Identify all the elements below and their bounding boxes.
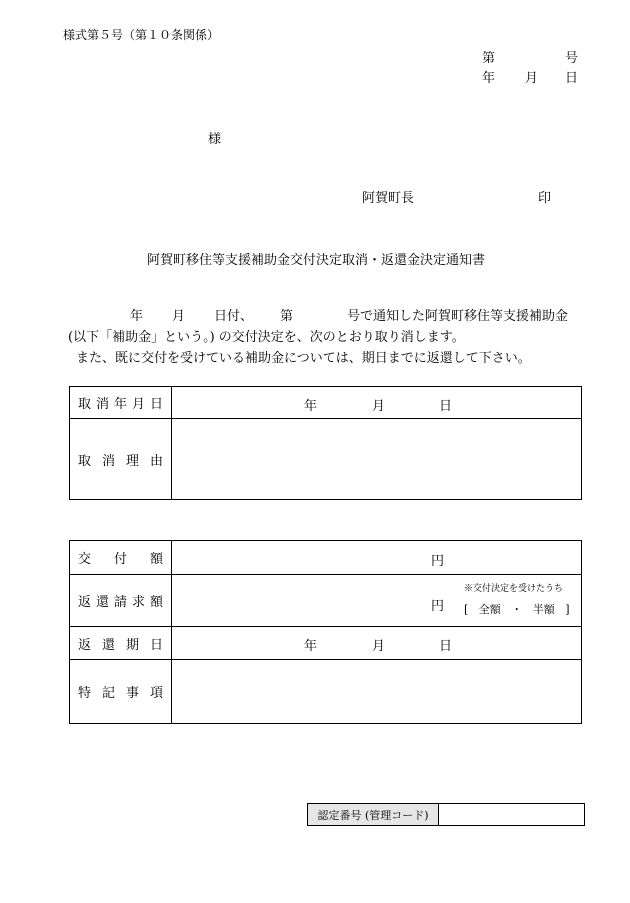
document-number-suffix: 号 [565, 51, 579, 66]
cancel-reason-field[interactable] [172, 419, 582, 500]
body-line3-text: また、既に交付を受けている補助金については、期日までに返還して下さい。 [76, 351, 531, 366]
certification-number-box [307, 803, 585, 826]
addressee: 様 [208, 132, 222, 147]
notice-body [68, 306, 584, 369]
body-line1-rest: 号で通知した阿賀町移住等支援補助金 [347, 309, 569, 324]
cancel-reason-label: 取 消 理 由 [70, 419, 172, 500]
document-date [482, 67, 579, 86]
refund-note: ※交付決定を受けたうち [464, 584, 564, 594]
cancel-date-label: 取 消 年 月 日 [70, 387, 172, 419]
refund-due-field[interactable] [172, 627, 582, 660]
refund-choice-full[interactable]: 全額 [478, 603, 501, 616]
seal-mark: 印 [538, 191, 552, 206]
grant-amount-label: 交 付 額 [70, 541, 172, 575]
body-year: 年 [130, 309, 144, 324]
refund-choice: [ 全額 ・ 半額 ] [464, 603, 570, 616]
body-line2-text: (以下「補助金」という。) の交付決定を、次のとおり取り消します。 [68, 330, 465, 345]
cancel-date-year: 年 [304, 399, 318, 414]
body-line-3 [68, 348, 584, 369]
refund-due-month: 月 [372, 639, 386, 654]
refund-amount-field[interactable] [172, 575, 582, 627]
form-number: 様式第５号（第１０条関係） [63, 28, 220, 42]
issuer: 阿賀町長 [362, 191, 415, 206]
refund-due-year: 年 [304, 639, 318, 654]
body-dai: 第 [280, 309, 294, 324]
body-month: 月 [172, 309, 186, 324]
refund-table [69, 540, 582, 724]
certification-number-field[interactable] [439, 804, 584, 825]
document-date-month: 月 [525, 71, 539, 86]
refund-due-label: 返 還 期 日 [70, 627, 172, 660]
document-date-day: 日 [565, 71, 579, 86]
refund-amount-label: 返 還 請 求 額 [70, 575, 172, 627]
certification-number-label: 認定番号 (管理コード) [308, 804, 439, 825]
document-title: 阿賀町移住等支援補助金交付決定取消・返還金決定通知書 [147, 253, 486, 268]
body-line-2 [68, 327, 584, 348]
remarks-label: 特 記 事 項 [70, 660, 172, 724]
grant-amount-unit: 円 [431, 554, 445, 569]
cancel-date-day: 日 [439, 399, 453, 414]
document-date-year: 年 [482, 71, 496, 86]
refund-due-day: 日 [439, 639, 453, 654]
body-day: 日付、 [214, 309, 254, 324]
document-number [482, 47, 579, 66]
cancellation-table [69, 386, 582, 500]
cancel-date-month: 月 [372, 399, 386, 414]
refund-amount-unit: 円 [431, 599, 445, 614]
refund-choice-half[interactable]: 半額 [532, 603, 555, 616]
document-number-prefix: 第 [482, 51, 496, 66]
cancel-date-field[interactable] [172, 387, 582, 419]
body-line-1 [68, 306, 584, 327]
remarks-field[interactable] [172, 660, 582, 724]
grant-amount-field[interactable] [172, 541, 582, 575]
